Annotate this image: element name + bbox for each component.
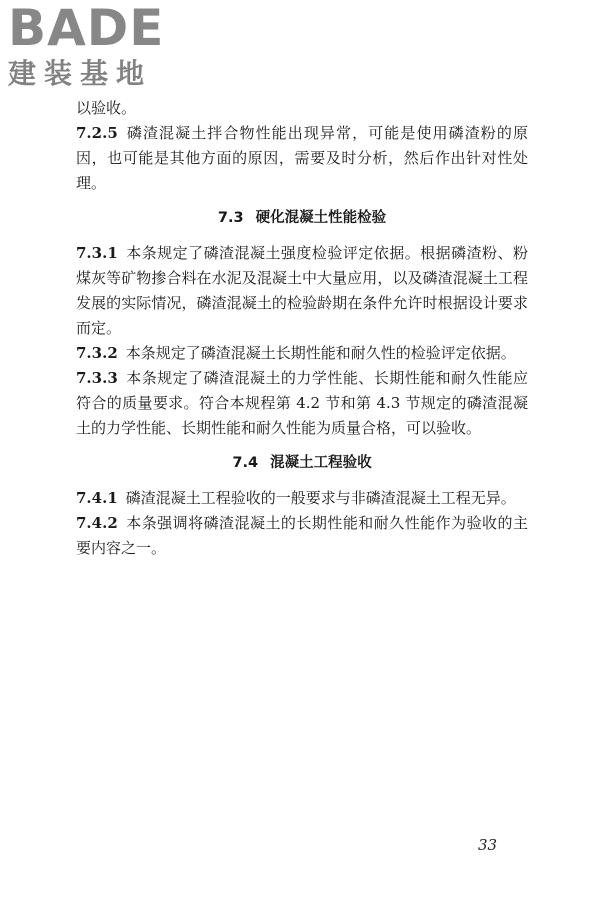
clause-number: 7.3.3: [76, 369, 118, 387]
section-title-text: 混凝土工程验收: [270, 455, 372, 471]
clause-7-4-1: [76, 486, 528, 511]
paragraph-text: 以验收。: [76, 99, 137, 117]
clause-number: 7.4.2: [76, 514, 118, 532]
clause-text: 磷渣混凝土工程验收的一般要求与非磷渣混凝土工程无异。: [125, 489, 516, 507]
page-number: 33: [478, 836, 498, 854]
clause-text: 本条规定了磷渣混凝土强度检验评定依据。根据磷渣粉、粉煤灰等矿物掺合料在水泥及混凝土中大量应用，以及磷渣混凝土工程发展的实际情况，磷渣混凝土的检验龄期在条件允许时根据设计要求而定。: [76, 244, 528, 337]
clause-text: 本条强调将磷渣混凝土的长期性能和耐久性能作为验收的主要内容之一。: [76, 514, 528, 557]
bade-logo: [8, 0, 178, 98]
clause-text: 磷渣混凝土拌合物性能出现异常，可能是使用磷渣粉的原因，也可能是其他方面的原因，需要及时分析，然后作出针对性处理。: [76, 124, 528, 192]
clause-7-2-5: [76, 121, 528, 196]
clause-7-3-2: [76, 341, 528, 366]
section-heading-7-4: [76, 451, 528, 476]
section-number: 7.3: [217, 210, 244, 226]
clause-7-3-3: [76, 366, 528, 441]
clause-number: 7.2.5: [76, 124, 118, 142]
clause-text: 本条规定了磷渣混凝土的力学性能、长期性能和耐久性能应符合的质量要求。符合本规程第 4.2 节和第 4.3 节规定的磷渣混凝土的力学性能、长期性能和耐久性能为质量合格，可以验收。: [76, 369, 528, 437]
clause-7-3-1: [76, 241, 528, 341]
logo-mark: BADE: [8, 0, 165, 57]
section-title-text: 硬化混凝土性能检验: [255, 210, 387, 226]
clause-text: 本条规定了磷渣混凝土长期性能和耐久性的检验评定依据。: [125, 344, 516, 362]
section-number: 7.4: [232, 455, 259, 471]
clause-number: 7.4.1: [76, 489, 118, 507]
section-heading-7-3: [76, 206, 528, 231]
logo-subtitle: 建装基地: [8, 57, 153, 90]
clause-number: 7.3.2: [76, 344, 118, 362]
clause-number: 7.3.1: [76, 244, 118, 262]
page-body: [76, 96, 528, 561]
continuation-paragraph: [76, 96, 528, 121]
clause-7-4-2: [76, 511, 528, 561]
